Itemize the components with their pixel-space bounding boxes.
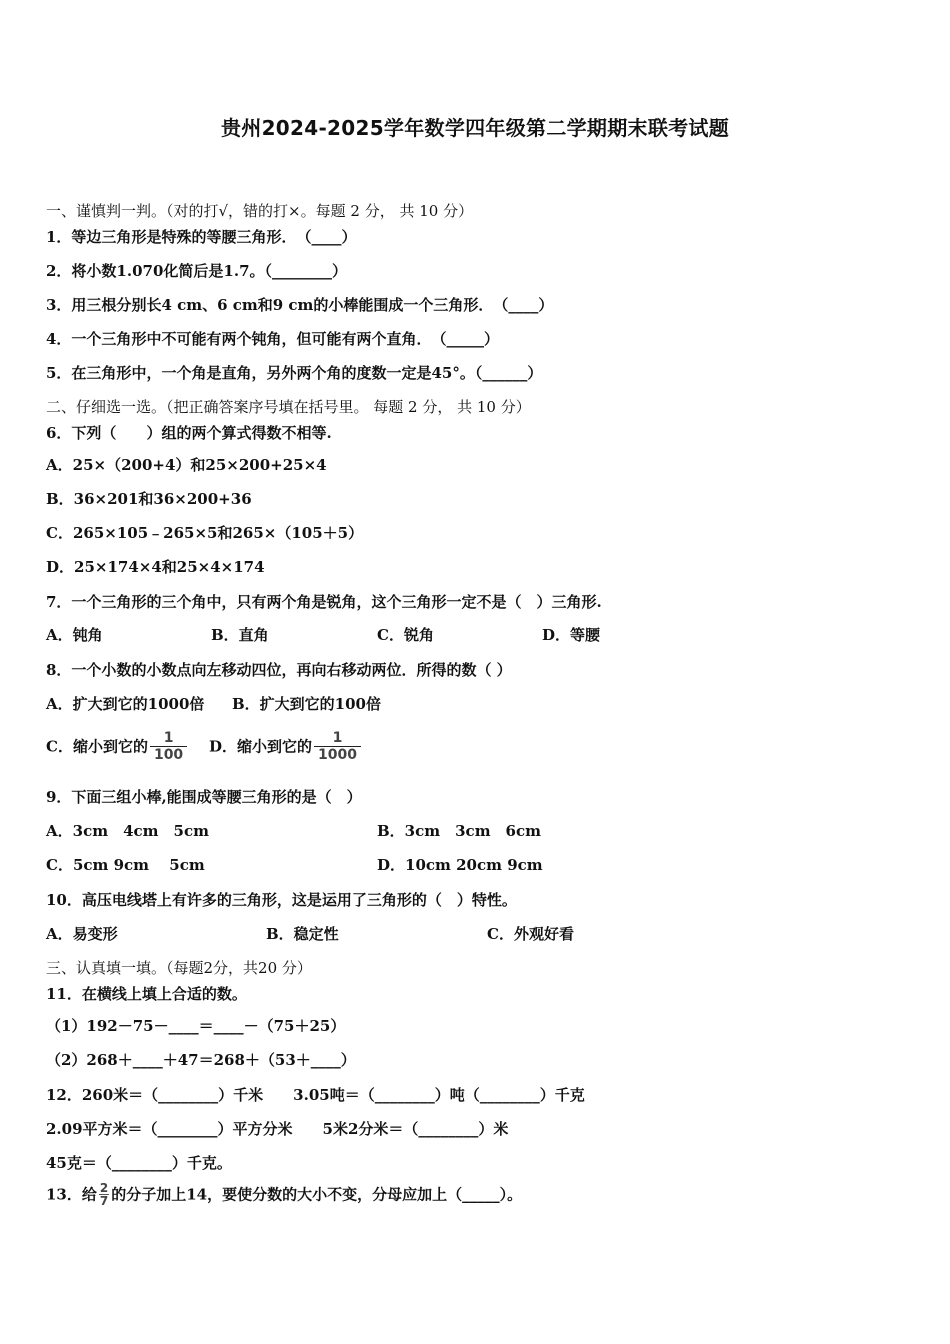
- fraction-2-7: [99, 1182, 109, 1207]
- question-9: 9．下面三组小棒,能围成等腰三角形的是（ ）: [46, 788, 362, 806]
- question-8-option-c: [46, 730, 189, 763]
- question-10: 10．高压电线塔上有许多的三角形，这是运用了三角形的（ ）特性。: [46, 891, 517, 909]
- question-9-option-d: D．10cm 20cm 9cm: [377, 856, 543, 874]
- question-12-line-1: 12．260米＝（________）千米 3.05吨＝（________）吨（________）千克: [46, 1086, 585, 1104]
- fraction-numerator: 1: [163, 730, 174, 746]
- question-6-option-a: A．25×（200+4）和25×200+25×4: [46, 456, 327, 474]
- question-10-option-a: A．易变形: [46, 925, 118, 943]
- question-9-option-c: C．5cm 9cm 5cm: [46, 856, 205, 874]
- fraction-1-1000: [314, 730, 361, 763]
- fraction-denominator: 7: [99, 1194, 109, 1208]
- fraction-denominator: 100: [150, 746, 187, 763]
- question-8-option-a: A．扩大到它的1000倍: [46, 695, 205, 713]
- question-12-line-2: 2.09平方米＝（________）平方分米 5米2分米＝（________）米: [46, 1120, 509, 1138]
- question-3: 3．用三根分别长4 cm、6 cm和9 cm的小棒能围成一个三角形． （____）: [46, 296, 554, 314]
- question-6-option-b: B．36×201和36×200+36: [46, 490, 252, 508]
- question-7-option-a: A．钝角: [46, 626, 103, 644]
- question-6-option-d: D．25×174×4和25×4×174: [46, 558, 265, 576]
- question-11-part-1: （1）192－75－____＝____－（75＋25）: [46, 1017, 346, 1035]
- fraction-1-100: [150, 730, 187, 763]
- question-5: 5．在三角形中，一个角是直角，另外两个角的度数一定是45°。（______）: [46, 364, 543, 382]
- question-6-option-c: C．265×105﹣265×5和265×（105＋5）: [46, 524, 364, 542]
- question-8-option-b: B．扩大到它的100倍: [232, 695, 381, 713]
- question-10-option-c: C．外观好看: [487, 925, 574, 943]
- question-7-option-d: D．等腰: [542, 626, 601, 644]
- fraction-numerator: 2: [99, 1181, 109, 1195]
- question-4: 4．一个三角形中不可能有两个钝角，但可能有两个直角． （_____）: [46, 330, 499, 348]
- question-6: 6．下列（ ）组的两个算式得数不相等.: [46, 424, 332, 442]
- question-11-part-2: （2）268＋____＋47＝268＋（53＋____）: [46, 1051, 356, 1069]
- question-8-option-d: [209, 730, 363, 763]
- question-11: 11．在横线上填上合适的数。: [46, 985, 247, 1003]
- section-heading-2: 二、仔细选一选。（把正确答案序号填在括号里。 每题 2 分， 共 10 分）: [46, 398, 531, 416]
- question-13: [46, 1182, 522, 1207]
- question-7-option-c: C．锐角: [377, 626, 434, 644]
- question-8: 8．一个小数的小数点向左移动四位，再向右移动两位．所得的数（ ）: [46, 661, 512, 679]
- question-8-option-c-label: C．缩小到它的: [46, 737, 148, 756]
- page-title: 贵州2024-2025学年数学四年级第二学期期末联考试题: [220, 116, 730, 140]
- section-heading-3: 三、认真填一填。（每题2分，共20 分）: [46, 959, 312, 977]
- fraction-numerator: 1: [332, 730, 343, 746]
- question-2: 2．将小数1.070化简后是1.7。（________）: [46, 262, 348, 280]
- question-13-prefix: 13．给: [46, 1185, 97, 1204]
- question-7-option-b: B．直角: [211, 626, 269, 644]
- question-12-line-3: 45克＝（________）千克。: [46, 1154, 232, 1172]
- fraction-denominator: 1000: [314, 746, 361, 763]
- question-9-option-a: A．3cm 4cm 5cm: [46, 822, 209, 840]
- question-10-option-b: B．稳定性: [266, 925, 339, 943]
- question-1: 1．等边三角形是特殊的等腰三角形． （____）: [46, 228, 357, 246]
- question-8-option-d-label: D．缩小到它的: [209, 737, 313, 756]
- question-9-option-b: B．3cm 3cm 6cm: [377, 822, 542, 840]
- question-7: 7．一个三角形的三个角中，只有两个角是锐角，这个三角形一定不是（ ）三角形.: [46, 593, 602, 611]
- question-13-suffix: 的分子加上14，要使分数的大小不变，分母应加上（_____）。: [111, 1185, 523, 1204]
- section-heading-1: 一、谨慎判一判。（对的打√，错的打×。每题 2 分， 共 10 分）: [46, 202, 474, 220]
